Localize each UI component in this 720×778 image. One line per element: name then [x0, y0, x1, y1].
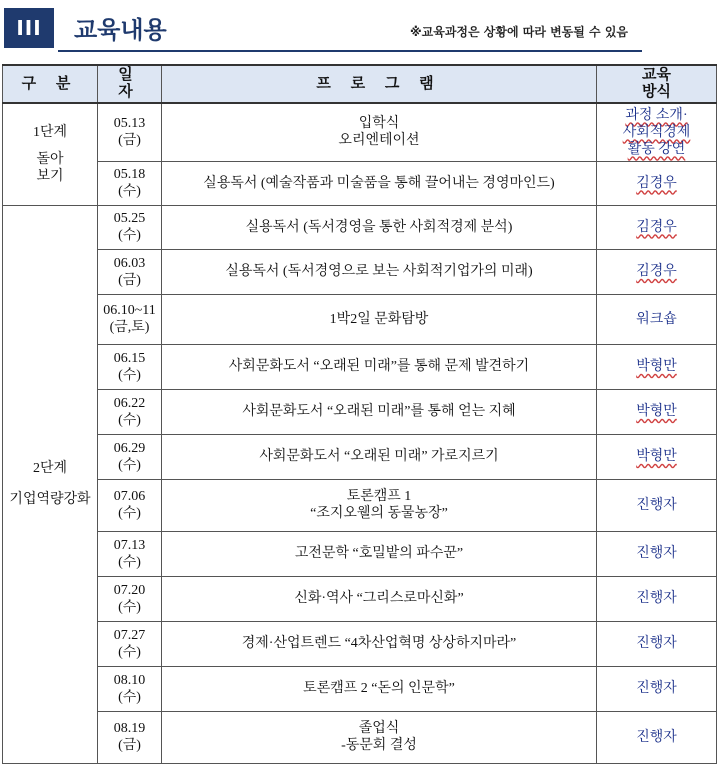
table-row [3, 161, 717, 205]
date-cell: 07.20 (수) [98, 576, 162, 621]
program-cell: 실용독서 (예술작품과 미술품을 통해 끌어내는 경영마인드) [162, 161, 597, 205]
program-cell: 입학식 오리엔테이션 [162, 103, 597, 161]
method-cell: 김경우 [597, 205, 717, 249]
table-row [3, 576, 717, 621]
table-row [3, 389, 717, 434]
schedule-table [2, 64, 717, 764]
date-cell: 07.13 (수) [98, 531, 162, 576]
program-cell: 사회문화도서 “오래된 미래”를 통해 얻는 지혜 [162, 389, 597, 434]
method-cell: 김경우 [597, 161, 717, 205]
col-header-method-line1: 교육 [642, 67, 671, 83]
method-cell: 김경우 [597, 249, 717, 294]
method-cell: 진행자 [597, 621, 717, 666]
program-cell: 실용독서 (독서경영으로 보는 사회적기업가의 미래) [162, 249, 597, 294]
date-cell: 07.27 (수) [98, 621, 162, 666]
program-cell: 신화·역사 “그리스로마신화” [162, 576, 597, 621]
program-cell: 졸업식 -동문회 결성 [162, 711, 597, 763]
method-cell: 박형만 [597, 344, 717, 389]
table-row [3, 531, 717, 576]
stage-2-label-bottom: 기업역량강화 [9, 492, 91, 507]
method-cell: 진행자 [597, 666, 717, 711]
stage-1-label-mid: 돌아 [36, 151, 64, 167]
method-cell: 진행자 [597, 479, 717, 531]
col-header-program: 프 로 그 램 [162, 65, 597, 103]
table-row [3, 344, 717, 389]
table-row [3, 666, 717, 711]
date-cell: 06.10~11 (금,토) [98, 294, 162, 344]
col-header-date: 일 자 [98, 65, 162, 103]
date-cell: 06.22 (수) [98, 389, 162, 434]
program-cell: 토론캠프 1 “조지오웰의 동물농장” [162, 479, 597, 531]
section-title: 교육내용 [74, 16, 167, 44]
stage-1-cell [3, 103, 98, 205]
table-row [3, 205, 717, 249]
date-cell: 08.19 (금) [98, 711, 162, 763]
program-cell: 토론캠프 2 “돈의 인문학” [162, 666, 597, 711]
date-cell: 06.15 (수) [98, 344, 162, 389]
schedule-change-note: ※교육과정은 상황에 따라 변동될 수 있음 [409, 25, 628, 39]
date-cell: 05.13 (금) [98, 103, 162, 161]
date-cell: 07.06 (수) [98, 479, 162, 531]
section-header [2, 6, 718, 48]
col-header-method-line2: 방식 [642, 84, 671, 100]
table-header-row [3, 65, 717, 103]
date-cell: 08.10 (수) [98, 666, 162, 711]
stage-1-label-bottom: 보기 [36, 168, 64, 184]
stage-2-cell [3, 205, 98, 763]
col-header-stage: 구 분 [3, 65, 98, 103]
date-cell: 06.29 (수) [98, 434, 162, 479]
method-cell: 박형만 [597, 434, 717, 479]
date-cell: 05.18 (수) [98, 161, 162, 205]
stage-2-label-top: 2단계 [32, 461, 68, 476]
date-cell: 05.25 (수) [98, 205, 162, 249]
table-row [3, 711, 717, 763]
table-row [3, 479, 717, 531]
program-cell: 실용독서 (독서경영을 통한 사회적경제 분석) [162, 205, 597, 249]
program-cell: 사회문화도서 “오래된 미래” 가로지르기 [162, 434, 597, 479]
table-row [3, 621, 717, 666]
title-underline [58, 50, 642, 52]
method-cell: 과정 소개· 사회적경제 활동 강연 [597, 103, 717, 161]
method-cell: 워크숍 [597, 294, 717, 344]
col-header-method [597, 65, 717, 103]
method-cell: 진행자 [597, 711, 717, 763]
program-cell: 1박2일 문화탐방 [162, 294, 597, 344]
program-cell: 사회문화도서 “오래된 미래”를 통해 문제 발견하기 [162, 344, 597, 389]
section-number-badge: III [4, 8, 54, 48]
table-row [3, 294, 717, 344]
program-cell: 고전문학 “호밀밭의 파수꾼” [162, 531, 597, 576]
table-row [3, 249, 717, 294]
stage-1-label-top: 1단계 [32, 124, 68, 140]
table-row [3, 103, 717, 161]
method-cell: 진행자 [597, 531, 717, 576]
method-cell: 진행자 [597, 576, 717, 621]
table-row [3, 434, 717, 479]
method-cell: 박형만 [597, 389, 717, 434]
date-cell: 06.03 (금) [98, 249, 162, 294]
program-cell: 경제·산업트렌드 “4차산업혁명 상상하지마라” [162, 621, 597, 666]
